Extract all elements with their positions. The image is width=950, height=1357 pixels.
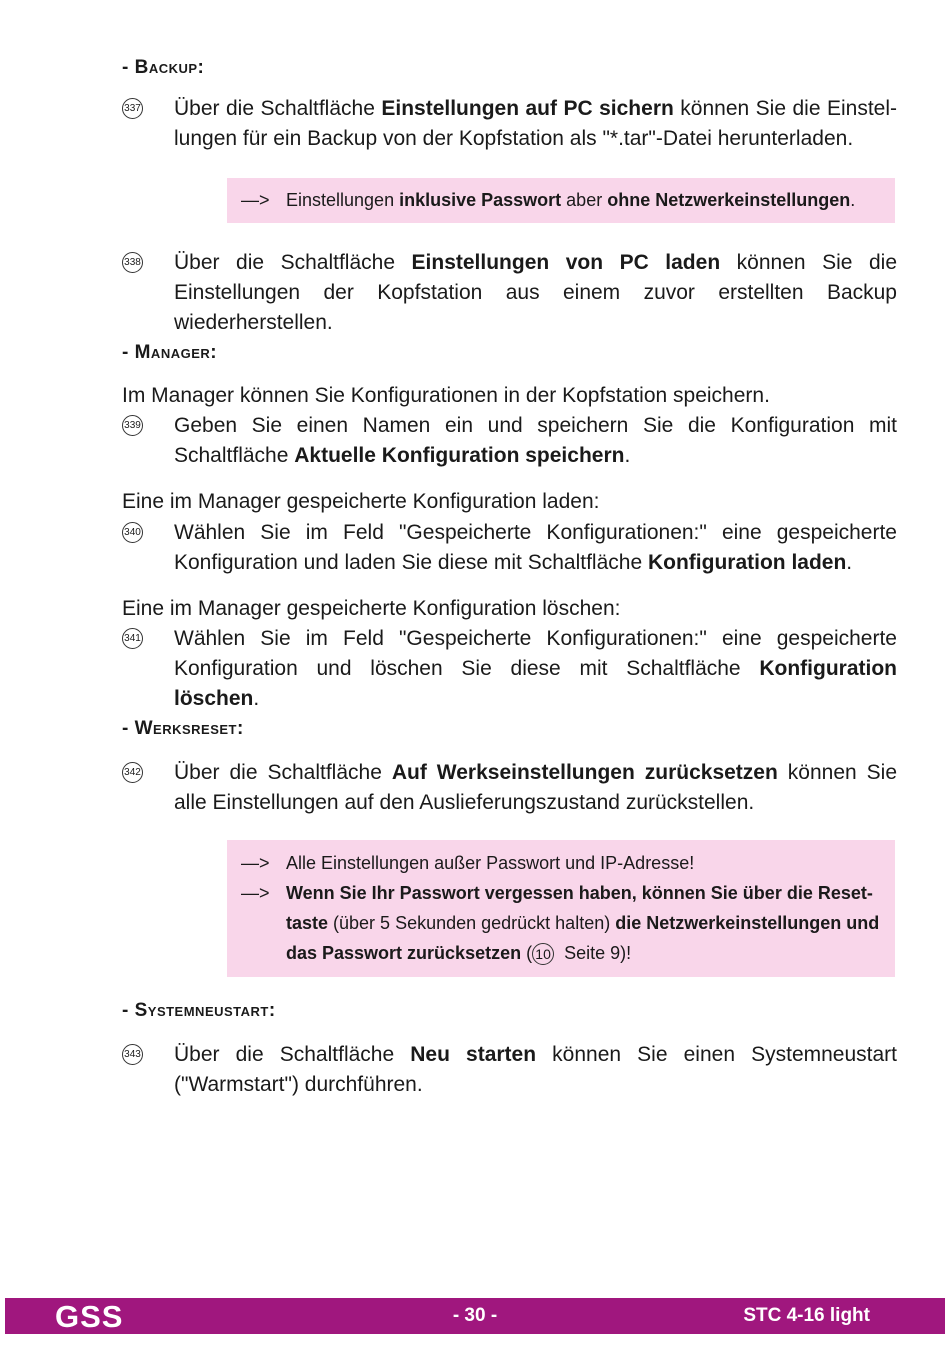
section-heading-manager: - Manager: bbox=[122, 342, 218, 363]
step-338 bbox=[122, 248, 897, 338]
step-number-marker: 337 bbox=[122, 98, 143, 119]
step-343 bbox=[122, 1040, 897, 1100]
note-line bbox=[241, 878, 885, 968]
note-text: Alle Einstellungen außer Passwort und IP-Adresse! bbox=[286, 853, 695, 873]
step-text-part: können Sie einen Systemneustart ("Warmstart") durchführen. bbox=[174, 1043, 897, 1096]
step-text bbox=[174, 411, 897, 471]
page-number: - 30 - bbox=[452, 1305, 498, 1326]
button-reference: Konfiguration laden bbox=[647, 551, 847, 574]
arrow-icon: —> bbox=[241, 883, 270, 903]
note-emphasis: die Netzwerkeinstellungen und das Passwort zurücksetzen bbox=[286, 913, 880, 963]
step-number-marker: 342 bbox=[122, 762, 143, 783]
note-emphasis: Wenn Sie Ihr Passwort vergessen haben, können Sie über die Resettaste bbox=[286, 883, 873, 933]
step-text-part: . bbox=[846, 551, 853, 574]
note-text-part: Einstellungen bbox=[286, 190, 400, 210]
step-number-marker: 339 bbox=[122, 415, 143, 436]
note-text-part: Seite 9)! bbox=[554, 943, 632, 963]
step-text bbox=[174, 94, 897, 154]
step-341 bbox=[122, 624, 897, 714]
step-text-part: Über die Schaltfläche bbox=[174, 1043, 411, 1066]
note-emphasis: inklusive Passwort bbox=[399, 190, 562, 210]
section-heading-systemneustart: - Systemneustart: bbox=[122, 1000, 276, 1021]
step-text bbox=[174, 758, 897, 818]
delete-intro: Eine im Manager gespeicherte Konfiguration löschen: bbox=[122, 597, 621, 620]
step-text-part: können Sie die Einstellungen für ein Backup von der Kopfstation als "*.tar"-Datei herunterladen. bbox=[174, 97, 898, 150]
step-text-part: Wählen Sie im Feld "Gespeicherte Konfigurationen:" eine gespeicherte Konfiguration und laden Sie diese mit Schaltfläche bbox=[174, 521, 897, 574]
step-337 bbox=[122, 94, 897, 154]
note-text-part: (über 5 Sekunden gedrückt halten) bbox=[328, 913, 616, 933]
step-text-part: können Sie alle Einstellungen auf den Auslieferungszustand zurückstellen. bbox=[174, 761, 897, 814]
step-text-part: Über die Schaltfläche bbox=[174, 251, 412, 274]
model-name: STC 4-16 light bbox=[743, 1305, 870, 1326]
load-intro: Eine im Manager gespeicherte Konfiguration laden: bbox=[122, 490, 600, 513]
gss-logo: GSS bbox=[55, 1299, 124, 1334]
note-box-backup bbox=[227, 178, 895, 223]
note-text bbox=[286, 185, 885, 215]
note-line bbox=[241, 185, 885, 215]
step-text-part: . bbox=[624, 444, 631, 467]
step-340 bbox=[122, 518, 897, 578]
button-reference: Aktuelle Konfiguration speichern bbox=[294, 444, 625, 467]
step-text-part: . bbox=[253, 687, 260, 710]
note-emphasis: ohne Netzwerkeinstellungen bbox=[607, 190, 851, 210]
step-number-marker: 340 bbox=[122, 522, 143, 543]
step-text-part: können Sie die Einstellungen der Kopfstation aus einem zuvor erstellten Backup wiederherstellen. bbox=[174, 251, 898, 334]
step-text-part: Über die Schaltfläche bbox=[174, 97, 382, 120]
step-number-marker: 341 bbox=[122, 628, 143, 649]
button-reference: Konfiguration löschen bbox=[174, 657, 897, 710]
step-text bbox=[174, 518, 897, 578]
note-text-part: aber bbox=[561, 190, 608, 210]
page-footer bbox=[5, 1298, 945, 1334]
step-text-part: Über die Schaltfläche bbox=[174, 761, 392, 784]
note-text bbox=[286, 878, 885, 968]
note-line bbox=[241, 848, 885, 878]
note-text-part: . bbox=[850, 190, 856, 210]
step-text bbox=[174, 624, 897, 714]
button-reference: Einstellungen von PC laden bbox=[411, 251, 721, 274]
step-text-part: Geben Sie einen Namen ein und speichern Sie die Konfiguration mit Schaltfläche bbox=[174, 414, 897, 467]
step-number-marker: 338 bbox=[122, 252, 143, 273]
section-heading-werksreset: - Werksreset: bbox=[122, 718, 244, 739]
step-339 bbox=[122, 411, 897, 471]
button-reference: Auf Werkseinstellungen zurücksetzen bbox=[391, 761, 778, 784]
section-heading-backup: - Backup: bbox=[122, 57, 205, 78]
step-text bbox=[174, 248, 897, 338]
button-reference: Neu starten bbox=[410, 1043, 537, 1066]
note-text-part: ( bbox=[521, 943, 533, 963]
arrow-icon: —> bbox=[241, 190, 270, 210]
arrow-icon: —> bbox=[241, 853, 270, 873]
step-text-part: Wählen Sie im Feld "Gespeicherte Konfigurationen:" eine gespeicherte Konfiguration und löschen Sie diese mit Schaltfläche bbox=[174, 627, 897, 680]
reference-circle-icon: 10 bbox=[532, 943, 554, 965]
step-342 bbox=[122, 758, 897, 818]
button-reference: Einstellungen auf PC sichern bbox=[381, 97, 674, 120]
note-box-reset bbox=[227, 840, 895, 977]
step-number-marker: 343 bbox=[122, 1044, 143, 1065]
manager-intro: Im Manager können Sie Konfigurationen in der Kopfstation speichern. bbox=[122, 384, 770, 407]
step-text bbox=[174, 1040, 897, 1100]
